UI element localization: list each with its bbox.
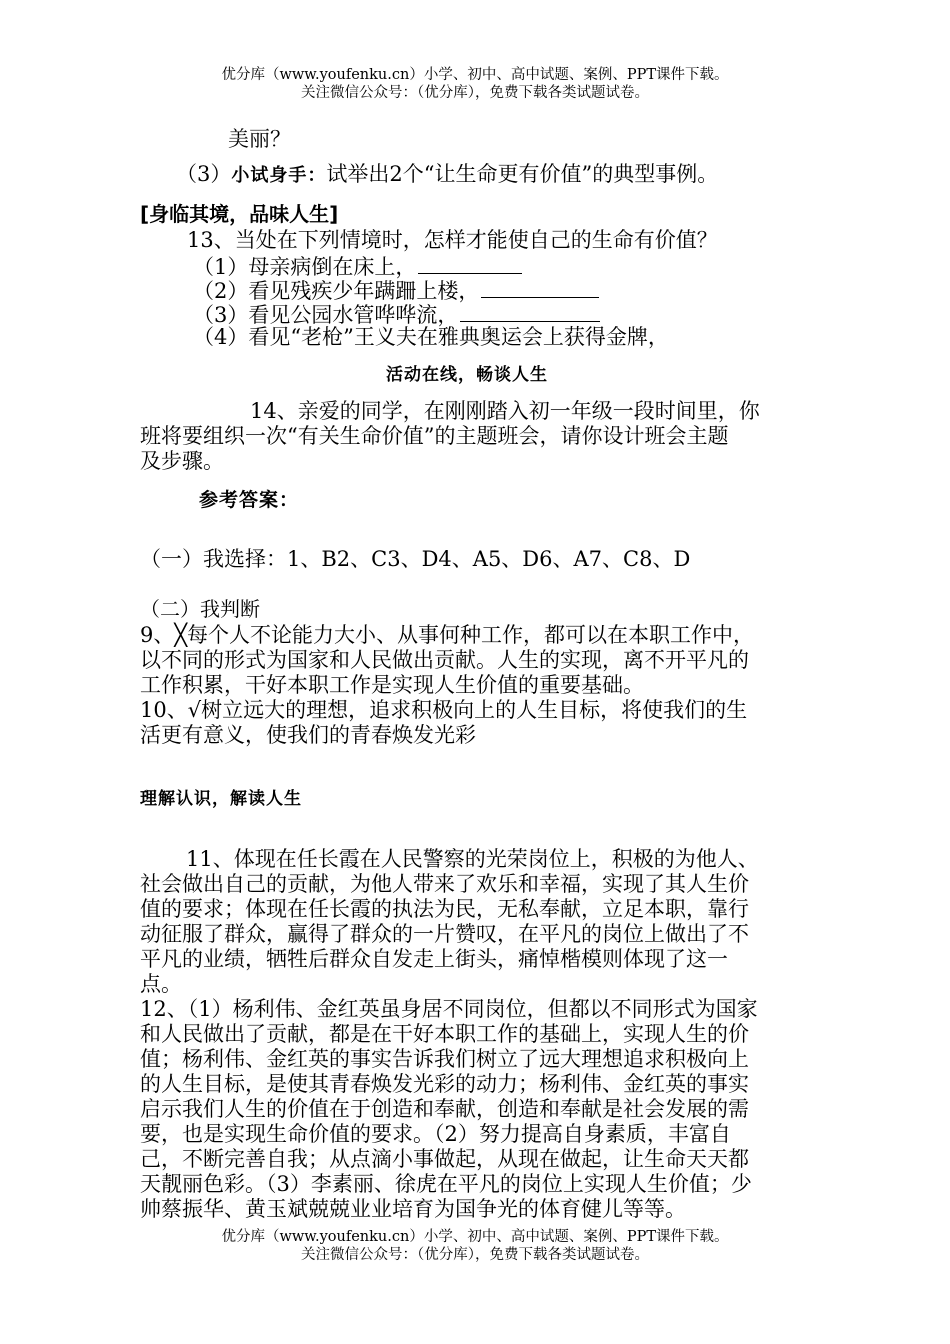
q12-part3-label: 小试身手： xyxy=(231,165,327,186)
answer-12-line-3: 值；杨利伟、金红英的事实告诉我们树立了远大理想追求积极向上 xyxy=(140,1047,749,1071)
answer-11-line-1: 11、体现在任长霞在人民警察的光荣岗位上，积极的为他人、 xyxy=(186,847,759,871)
page-footer xyxy=(0,1228,950,1264)
q13-item-1 xyxy=(193,253,522,280)
footer-line-2: 关注微信公众号：（优分库），免费下载各类试题试卷。 xyxy=(301,1247,649,1263)
answer-12-line-4: 的人生目标，是使其青春焕发光彩的动力；杨利伟、金红英的事实 xyxy=(140,1072,749,1096)
answer-12-line-7: 己，不断完善自我；从点滴小事做起，从现在做起，让生命天天都 xyxy=(140,1147,749,1171)
answer-choice-text: 1、B2、C3、D4、A5、D6、A7、C8、D xyxy=(287,547,691,571)
header-line-1: 优分库（www.youfenku.cn）小学、初中、高中试题、案例、PPT课件下载。 xyxy=(221,67,729,83)
answer-12-line-8: 天靓丽色彩。（3）李素丽、徐虎在平凡的岗位上实现人生价值；少 xyxy=(140,1172,752,1196)
answer-judge-line-3: 工作积累，干好本职工作是实现人生价值的重要基础。 xyxy=(140,673,644,697)
q13-item-4: （4）看见“老枪”王义夫在雅典奥运会上获得金牌， xyxy=(193,325,669,349)
answer-judge-line-4: 10、√树立远大的理想，追求积极向上的人生目标，将使我们的生 xyxy=(140,698,748,722)
q12-tail: 美丽？ xyxy=(228,127,291,151)
section-activity: 活动在线，畅谈人生 xyxy=(386,365,548,385)
answer-12-line-5: 启示我们人生的价值在于创造和奉献，创造和奉献是社会发展的需 xyxy=(140,1097,749,1121)
q14-line-3: 及步骤。 xyxy=(140,449,224,473)
answer-judge-line-2: 以不同的形式为国家和人民做出贡献。人生的实现，离不开平凡的 xyxy=(140,648,749,672)
q14-line-2: 班将要组织一次“有关生命价值”的主题班会，请你设计班会主题 xyxy=(140,424,729,448)
q13-item-3 xyxy=(193,301,600,328)
q13-item-1-text: （1）母亲病倒在床上， xyxy=(193,255,417,279)
answer-blank-2[interactable] xyxy=(481,277,599,298)
q13-stem: 13、当处在下列情境时，怎样才能使自己的生命有价值？ xyxy=(187,228,718,252)
q14-line-1: 14、亲爱的同学，在刚刚踏入初一年级一段时间里，你 xyxy=(250,399,760,423)
answer-12-line-1: 12、（1）杨利伟、金红英虽身居不同岗位，但都以不同形式为国家 xyxy=(140,997,758,1021)
section-understand: 理解认识，解读人生 xyxy=(140,789,302,809)
answer-11-line-3: 值的要求；体现在任长霞的执法为民，无私奉献，立足本职，靠行 xyxy=(140,897,749,921)
answer-12-line-2: 和人民做出了贡献，都是在干好本职工作的基础上，实现人生的价 xyxy=(140,1022,749,1046)
answer-11-line-6: 点。 xyxy=(140,972,182,996)
q12-part3-text: 试举出2个“让生命更有价值”的典型事例。 xyxy=(326,162,719,186)
answer-11-line-5: 平凡的业绩，牺牲后群众自发走上街头，痛悼楷模则体现了这一 xyxy=(140,947,728,971)
page-header xyxy=(0,66,950,102)
answer-blank-3[interactable] xyxy=(460,301,600,322)
answer-judge-line-5: 活更有意义，使我们的青春焕发光彩 xyxy=(140,723,476,747)
answer-judge-title: （二）我判断 xyxy=(140,597,260,621)
q12-part3-prefix: （3） xyxy=(176,162,232,186)
answer-12-line-9: 帅蔡振华、黄玉斌兢兢业业培育为国争光的体育健儿等等。 xyxy=(140,1197,686,1221)
answer-11-line-4: 动征服了群众，赢得了群众的一片赞叹，在平凡的岗位上做出了不 xyxy=(140,922,749,946)
answer-judge-line-1: 9、╳每个人不论能力大小、从事何种工作，都可以在本职工作中， xyxy=(140,623,755,647)
answer-12-line-6: 要，也是实现生命价值的要求。（2）努力提高自身素质，丰富自 xyxy=(140,1122,731,1146)
q13-item-3-text: （3）看见公园水管哗哗流， xyxy=(193,303,459,327)
q12-part3 xyxy=(176,162,718,188)
answer-choice xyxy=(140,547,690,572)
section-situation: [身临其境，品味人生] xyxy=(140,202,339,226)
footer-line-1: 优分库（www.youfenku.cn）小学、初中、高中试题、案例、PPT课件下载。 xyxy=(221,1229,729,1245)
answer-11-line-2: 社会做出自己的贡献，为他人带来了欢乐和幸福，实现了其人生价 xyxy=(140,872,749,896)
answers-title: 参考答案： xyxy=(199,489,300,511)
answer-choice-label: （一）我选择： xyxy=(140,547,287,571)
header-line-2: 关注微信公众号：（优分库），免费下载各类试题试卷。 xyxy=(301,85,649,101)
q13-item-2 xyxy=(193,277,599,304)
answer-blank-1[interactable] xyxy=(418,253,522,274)
q13-item-2-text: （2）看见残疾少年蹒跚上楼， xyxy=(193,279,480,303)
